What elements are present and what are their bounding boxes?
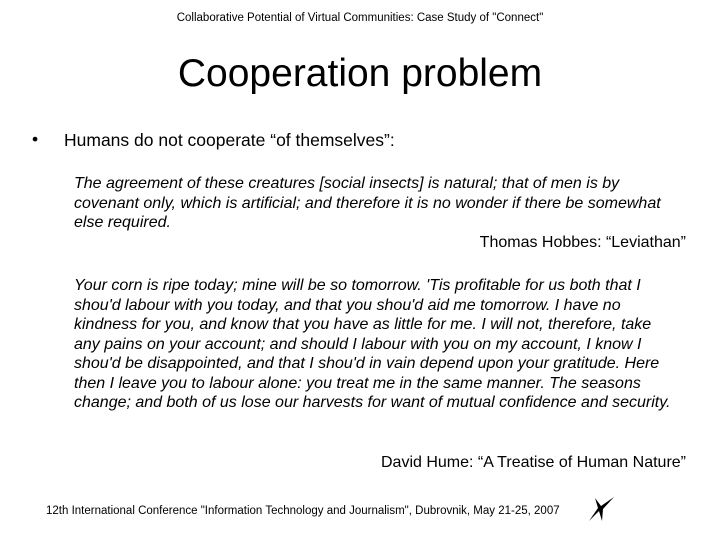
hobbes-attribution: Thomas Hobbes: “Leviathan” <box>479 234 686 251</box>
hume-attribution: David Hume: “A Treatise of Human Nature” <box>380 454 686 471</box>
hume-quote: Your corn is ripe today; mine will be so tomorrow. 'Tis profitable for us both that I shou'd labour with you today, and that you shou'd aid me tomorrow. I have no kindness for you, and know that you have as little for me. I will not, therefore, take any pains on your account; and should I labour with you on my account, I know I shou'd be disappointed, and that I shou'd in vain depend upon your gratitude. Here then I leave you to labour alone: you treat me in the same manner. The seasons change; and both of us lose our harvests for want of mutual confidence and security. <box>74 277 671 411</box>
bullet-text: Humans do not cooperate “of themselves”: <box>64 130 395 150</box>
header-title: Collaborative Potential of Virtual Communities: Case Study of "Connect" <box>176 12 544 24</box>
slide-title: Cooperation problem <box>177 52 543 95</box>
bird-icon <box>586 494 616 524</box>
hobbes-quote: The agreement of these creatures [social insects] is natural; that of men is by covenant only, which is artificial; and therefore it is no wonder if there be somewhat else required. <box>74 175 661 231</box>
footer-text: 12th International Conference "Information Technology and Journalism", Dubrovnik, May 21-25, 2007 <box>46 505 560 517</box>
bullet-marker: • <box>32 129 39 149</box>
